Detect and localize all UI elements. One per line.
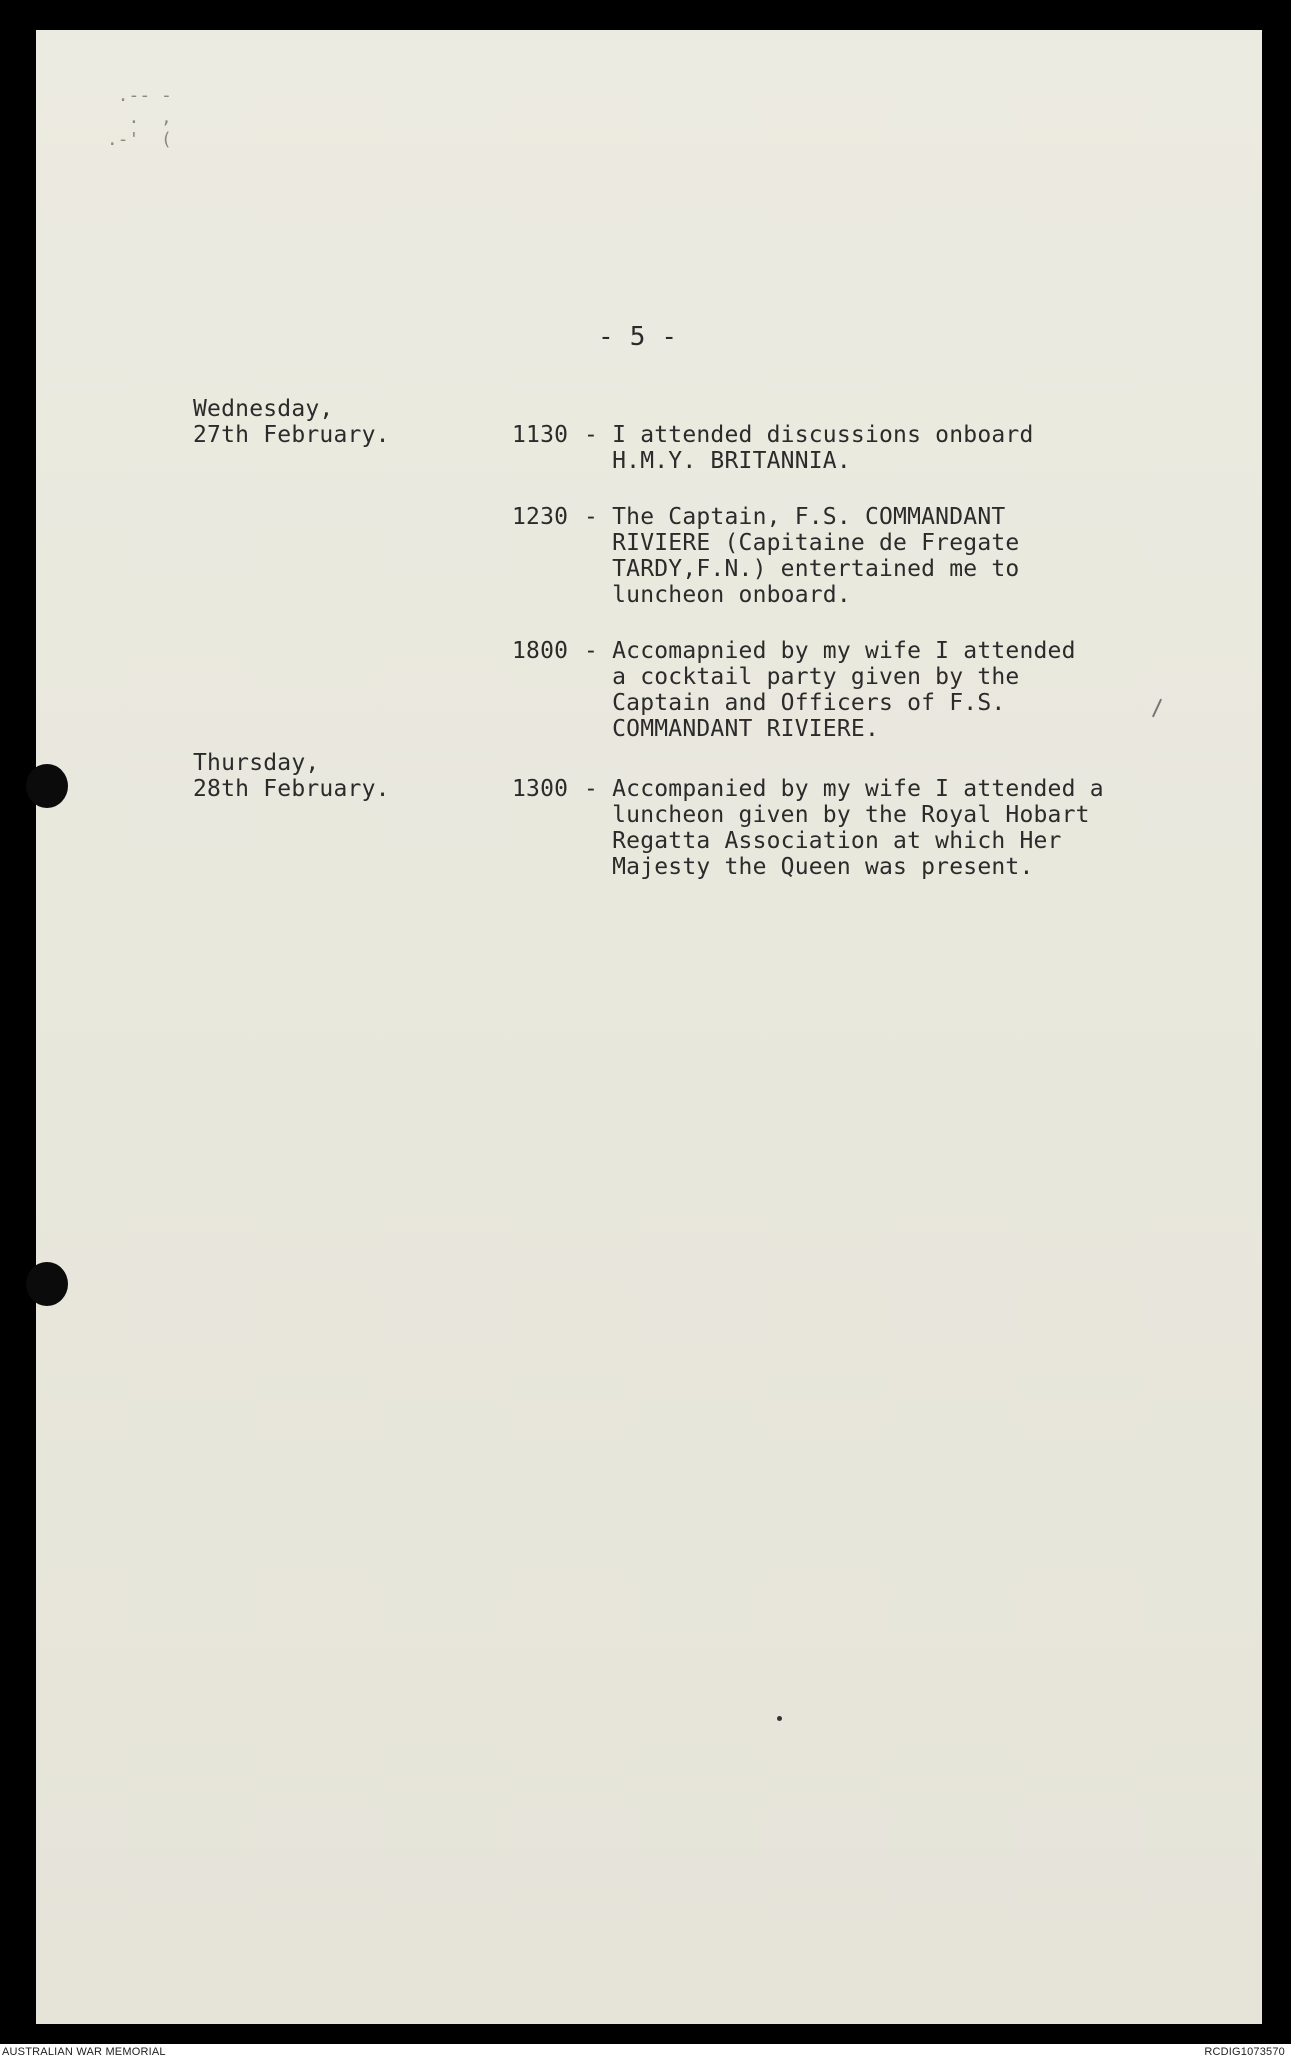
entry-2-event-1-line-4: Majesty the Queen was present.	[584, 854, 1034, 880]
entry-2-date-line-2: 28th February.	[193, 776, 390, 802]
footer-record-id: RCDIG1073570	[1204, 2046, 1285, 2058]
entry-1-event-3-line-3: Captain and Officers of F.S.	[584, 690, 1006, 716]
entry-1-event-2-line-1: - The Captain, F.S. COMMANDANT	[584, 504, 1006, 530]
entry-1-event-3-time: 1800	[512, 638, 569, 664]
entry-2-event-1-line-1: - Accompanied by my wife I attended a	[584, 776, 1104, 802]
entry-1-event-3-line-1: - Accomapnied by my wife I attended	[584, 638, 1076, 664]
footer-bar	[0, 2044, 1291, 2061]
entry-1-event-3-line-4: COMMANDANT RIVIERE.	[584, 716, 879, 742]
entry-1-event-2-line-2: RIVIERE (Capitaine de Fregate	[584, 530, 1020, 556]
entry-1-event-2-time: 1230	[512, 504, 569, 530]
punch-hole-bottom	[26, 1262, 68, 1306]
entry-1-event-3-line-2: a cocktail party given by the	[584, 664, 1020, 690]
ink-dot	[777, 1716, 782, 1721]
entry-1-event-1-line-2: H.M.Y. BRITANNIA.	[584, 448, 851, 474]
entry-1-date-line-2: 27th February.	[193, 422, 390, 448]
page-number: - 5 -	[598, 322, 678, 352]
entry-1-event-1-line-1: - I attended discussions onboard	[584, 422, 1034, 448]
entry-1-event-2-line-3: TARDY,F.N.) entertained me to	[584, 556, 1020, 582]
pencil-tick-mark	[1152, 699, 1162, 718]
document-page	[36, 30, 1262, 2024]
corner-pencil-mark: .-- - . , .-' (	[106, 85, 172, 150]
punch-hole-top	[26, 764, 68, 808]
entry-1-event-2-line-4: luncheon onboard.	[584, 582, 851, 608]
entry-1-date-line-1: Wednesday,	[193, 396, 334, 422]
entry-2-event-1-time: 1300	[512, 776, 569, 802]
footer-archive-name: AUSTRALIAN WAR MEMORIAL	[2, 2046, 166, 2058]
entry-2-event-1-line-3: Regatta Association at which Her	[584, 828, 1062, 854]
entry-1-event-1-time: 1130	[512, 422, 569, 448]
entry-2-event-1-line-2: luncheon given by the Royal Hobart	[584, 802, 1090, 828]
entry-2-date-line-1: Thursday,	[193, 750, 320, 776]
